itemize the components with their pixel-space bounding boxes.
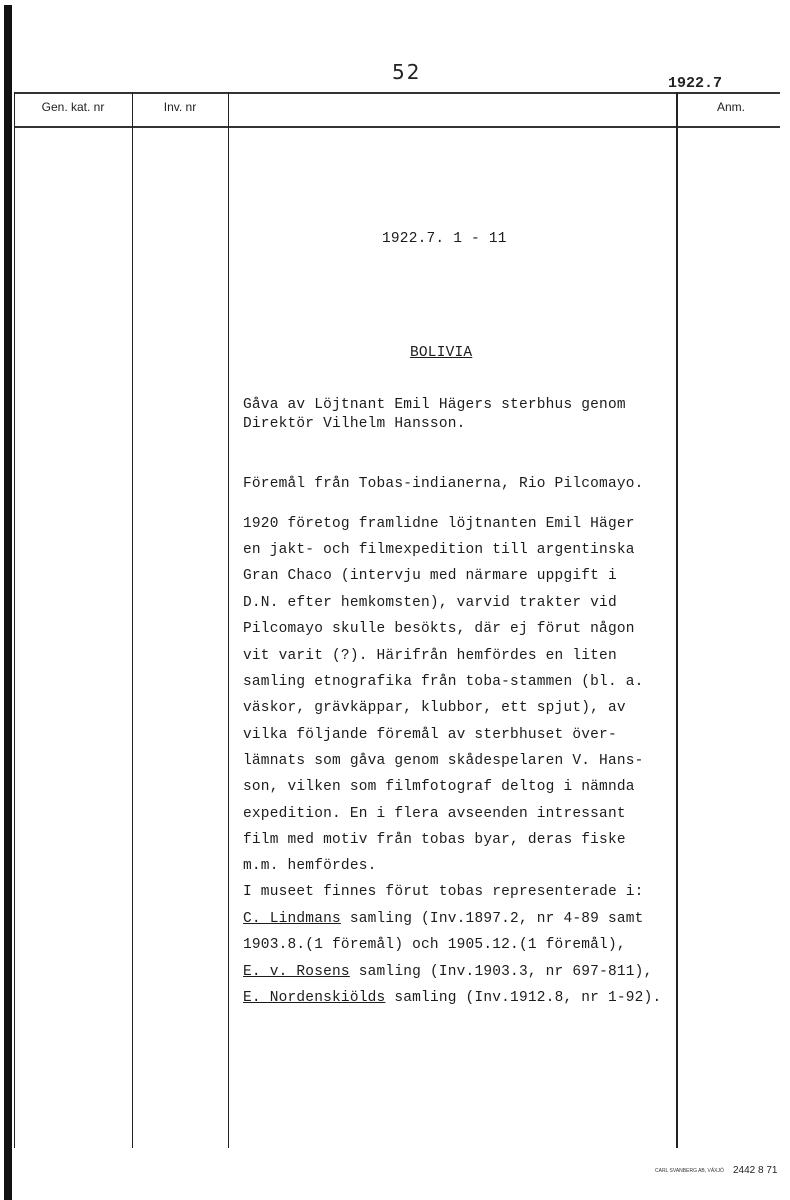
body-line: en jakt- och filmexpedition till argentinska <box>243 542 635 558</box>
collection-line <box>243 990 661 1006</box>
collection-line <box>243 964 652 980</box>
body-line: 1920 företog framlidne löjtnanten Emil Häger <box>243 516 635 532</box>
body-line: vilka följande föremål av sterbhuset över- <box>243 727 617 743</box>
page-number: 52 <box>392 60 422 84</box>
entry-range: 1922.7. 1 - 11 <box>382 231 507 247</box>
header-top-rule <box>14 92 780 94</box>
entry-origin: Föremål från Tobas-indianerna, Rio Pilcomayo. <box>243 476 644 492</box>
body-line: lämnats som gåva genom skådespelaren V. Hans- <box>243 753 644 769</box>
collection-name: E. Nordenskiölds <box>243 990 386 1006</box>
form-number: 2442 8 71 <box>733 1165 778 1176</box>
body-line: vit varit (?). Härifrån hemfördes en liten <box>243 648 617 664</box>
body-line: expedition. En i flera avseenden intressant <box>243 806 626 822</box>
collection-detail: samling (Inv.1912.8, nr 1-92). <box>385 990 662 1006</box>
body-line: D.N. efter hemkomsten), varvid trakter vid <box>243 595 617 611</box>
entry-country: BOLIVIA <box>410 345 473 361</box>
collection-detail: samling (Inv.1903.3, nr 697-811), <box>349 964 653 980</box>
body-line: Pilcomayo skulle besökts, där ej förut någon <box>243 621 635 637</box>
body-line: m.m. hemfördes. <box>243 858 377 874</box>
collection-name: C. Lindmans <box>243 911 341 927</box>
header-bottom-rule <box>14 126 780 128</box>
collection-detail: samling (Inv.1897.2, nr 4-89 samt <box>340 911 644 927</box>
column-header-anm: Anm. <box>716 100 745 114</box>
column-rule-inv-main <box>228 92 229 1148</box>
collection-line <box>243 911 644 927</box>
collection-detail: 1903.8.(1 föremål) och 1905.12.(1 föremål), <box>243 937 626 953</box>
column-rule-gen-inv <box>132 92 133 1148</box>
body-line: väskor, grävkäppar, klubbor, ett spjut), av <box>243 700 626 716</box>
body-line: son, vilken som filmfotograf deltog i nämnda <box>243 779 635 795</box>
column-rule-left <box>14 92 15 1148</box>
donor-line: Direktör Vilhelm Hansson. <box>243 416 466 432</box>
printer-imprint: CARL SVANBERG AB, VÄXJÖ <box>655 1168 724 1174</box>
column-header-inv-nr: Inv. nr <box>163 100 197 114</box>
accession-code: 1922.7 <box>668 75 723 92</box>
donor-line: Gåva av Löjtnant Emil Hägers sterbhus genom <box>243 397 626 413</box>
collection-line <box>243 937 626 953</box>
binding-edge <box>4 5 12 1200</box>
body-line: Gran Chaco (intervju med närmare uppgift i <box>243 568 617 584</box>
collection-name: E. v. Rosens <box>243 964 350 980</box>
body-line: film med motiv från tobas byar, deras fiske <box>243 832 626 848</box>
column-rule-main-anm <box>676 92 678 1148</box>
body-line: samling etnografika från toba-stammen (bl. a. <box>243 674 644 690</box>
column-header-gen-kat-nr: Gen. kat. nr <box>41 100 105 114</box>
body-line: I museet finnes förut tobas representerade i: <box>243 884 644 900</box>
